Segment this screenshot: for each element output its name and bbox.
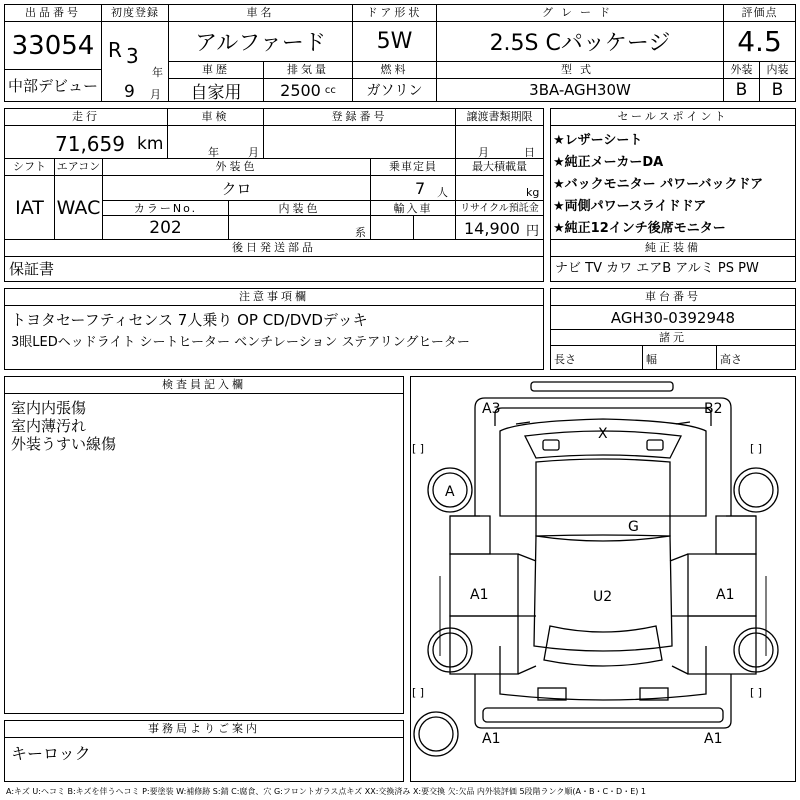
fuel-value: ガソリン: [353, 79, 437, 101]
car-diagram: [410, 376, 796, 782]
right-front-door: [688, 554, 756, 616]
displacement-cell: [264, 79, 353, 101]
mark-A-tyre: A: [445, 484, 455, 500]
lot-label: 出品番号: [5, 5, 102, 22]
recycle-cell: [456, 216, 543, 240]
later-parts-value: 保証書: [9, 260, 55, 278]
right-front-tyre: [734, 468, 778, 512]
inspector-line: 室内内張傷: [11, 399, 87, 417]
interior-label: 内装色: [229, 201, 371, 216]
venue: 中部デビュー: [5, 70, 102, 101]
rear-window: [544, 626, 662, 666]
recycle-label: リサイクル預託金: [456, 201, 543, 216]
score-value: 4.5: [724, 22, 795, 62]
spec-block: [4, 108, 544, 282]
bracket-right-upper: [ ]: [750, 442, 763, 455]
fuel-label: 燃料: [353, 62, 437, 79]
model-label: 型式: [437, 62, 724, 79]
ac-value: WAC: [55, 176, 103, 240]
right-rear-door: [688, 616, 756, 674]
sales-point-item: ★レザーシート: [553, 133, 643, 148]
inspection-label: 車検: [168, 109, 264, 126]
width-cell: [643, 346, 717, 369]
load-unit: kg: [526, 186, 540, 199]
roof: [536, 459, 670, 536]
right-front-fender: [716, 516, 756, 554]
colorno-value: 202: [103, 216, 229, 240]
load-cell: [456, 176, 543, 201]
transfer-day-unit: 日: [524, 146, 535, 159]
colorno-label: カラーNo.: [103, 201, 229, 216]
car-name-label: 車名: [169, 5, 353, 22]
front-bumper-bar: [531, 382, 673, 391]
color-value: クロ: [103, 176, 371, 201]
capacity-unit: 人: [437, 186, 448, 199]
dims-label: 諸元: [551, 330, 795, 346]
left-front-door: [450, 554, 518, 616]
mark-A1-bottom-left: A1: [482, 731, 501, 747]
mark-A1-right: A1: [716, 587, 735, 603]
displacement-unit: cc: [324, 84, 336, 96]
bracket-left-lower: [ ]: [412, 686, 425, 699]
mark-G: G: [628, 519, 639, 535]
capacity-cell: [371, 176, 456, 201]
registration-cell: [102, 22, 169, 101]
ac-label: エアコン: [55, 159, 103, 176]
mileage-cell: [5, 126, 168, 159]
interior-cell: [229, 216, 371, 240]
door-label: ドア形状: [353, 5, 437, 22]
left-rear-door: [450, 616, 518, 674]
mileage-label: 走行: [5, 109, 168, 126]
mark-A1-bottom-right: A1: [704, 731, 723, 747]
registration-era: R: [108, 38, 122, 62]
notes-block: [4, 288, 544, 370]
capacity-value: 7: [415, 179, 426, 198]
registration-month: 9: [124, 82, 135, 101]
spare-tyre: [414, 712, 458, 756]
mark-X: X: [598, 426, 608, 442]
inspector-block: [4, 376, 404, 714]
sales-points-list: [551, 126, 795, 240]
chassis-block: [550, 288, 796, 370]
import-right: [414, 216, 456, 240]
inspector-label: 検査員記入欄: [5, 377, 403, 394]
length-label: 長さ: [554, 353, 576, 366]
grade-value: 2.5S Cパッケージ: [437, 22, 724, 62]
registration-label: 初度登録: [102, 5, 169, 22]
mark-U2: U2: [593, 589, 613, 605]
interior-grade-label: 内装: [760, 62, 795, 79]
interior-unit: 系: [355, 226, 366, 239]
office-label: 事務局よりご案内: [5, 721, 403, 738]
registration-year: 3: [126, 44, 139, 68]
inspection-month-unit: 月: [248, 146, 259, 159]
shift-label: シフト: [5, 159, 55, 176]
displacement-label: 排気量: [264, 62, 353, 79]
later-parts-label: 後日発送部品: [5, 240, 543, 257]
office-value: キーロック: [11, 744, 91, 763]
height-cell: [717, 346, 795, 369]
sales-point-item: ★純正メーカーDA: [553, 155, 664, 170]
recycle-value: 14,900: [464, 219, 520, 238]
inspector-line: 外装うすい線傷: [11, 435, 117, 453]
color-label: 外装色: [103, 159, 371, 176]
header-block: [4, 4, 796, 102]
mark-A3: A3: [482, 401, 501, 417]
office-block: [4, 720, 404, 782]
inspector-line: 室内薄汚れ: [11, 417, 87, 435]
interior-grade: B: [771, 80, 784, 100]
capacity-label: 乗車定員: [371, 159, 456, 176]
mileage-value: 71,659: [55, 132, 125, 156]
recycle-unit: 円: [526, 224, 540, 239]
load-label: 最大積載量: [456, 159, 543, 176]
displacement-value: 2500: [280, 80, 321, 100]
grade-label: グレード: [437, 5, 724, 22]
height-label: 高さ: [720, 353, 742, 366]
width-label: 幅: [646, 353, 657, 366]
import-left: [371, 216, 414, 240]
chassis-value: AGH30-0392948: [551, 306, 795, 330]
mark-B2: B2: [704, 401, 723, 417]
door-value: 5W: [353, 22, 437, 62]
rear-body: [500, 646, 706, 700]
mark-A1-left: A1: [470, 587, 489, 603]
registration-year-unit: 年: [152, 66, 163, 79]
car-name: アルファード: [169, 22, 353, 62]
chassis-label: 車台番号: [551, 289, 795, 306]
import-label: 輸入車: [371, 201, 456, 216]
exterior-grade-label: 外装: [724, 62, 760, 79]
history-value: 自家用: [169, 79, 264, 101]
mileage-unit: km: [137, 134, 164, 154]
registration-month-unit: 月: [150, 88, 161, 101]
sales-points-block: [550, 108, 796, 282]
lot-number: 33054: [5, 22, 102, 70]
equipment-label: 純正装備: [551, 240, 795, 257]
notes-line-2: 3眼LEDヘッドライト シートヒーター ベンチレーション ステアリングヒーター: [11, 335, 470, 350]
left-front-fender: [450, 516, 490, 554]
equipment-value: ナビ TV カワ エアB アルミ PS PW: [555, 261, 759, 276]
inspection-cell: [168, 126, 264, 159]
model-value: 3BA-AGH30W: [437, 79, 724, 101]
sales-point-item: ★バックモニター パワーバックドア: [553, 177, 764, 192]
exterior-grade: B: [724, 79, 760, 101]
transfer-month-unit: 月: [478, 146, 489, 159]
sales-point-item: ★両側パワースライドドア: [553, 199, 707, 214]
notes-label: 注意事項欄: [5, 289, 543, 306]
sales-points-label: セールスポイント: [551, 109, 795, 126]
plate-label: 登録番号: [264, 109, 456, 126]
plate-value: [264, 126, 456, 159]
inspection-year-unit: 年: [208, 146, 219, 159]
shift-value: IAT: [5, 176, 55, 240]
bracket-left-upper: [ ]: [412, 442, 425, 455]
history-label: 車歴: [169, 62, 264, 79]
legend: A:キズ U:ヘコミ B:キズを伴うヘコミ P:要塗装 W:補修跡 S:錆 C:腐食、穴 G:フロントガラス点キズ XX:交換済み X:要交換 欠:欠品 内外装評価 5段階ランク順(A・B・C・D・E) 1: [6, 787, 647, 796]
notes-line-1: トヨタセーフティセンス 7人乗り OP CD/DVDデッキ: [11, 311, 368, 329]
bracket-right-lower: [ ]: [750, 686, 763, 699]
score-label: 評価点: [724, 5, 795, 22]
sales-point-item: ★純正12インチ後席モニター: [553, 221, 726, 236]
transfer-label: 譲渡書類期限: [456, 109, 543, 126]
transfer-cell: [456, 126, 543, 159]
length-cell: [551, 346, 643, 369]
